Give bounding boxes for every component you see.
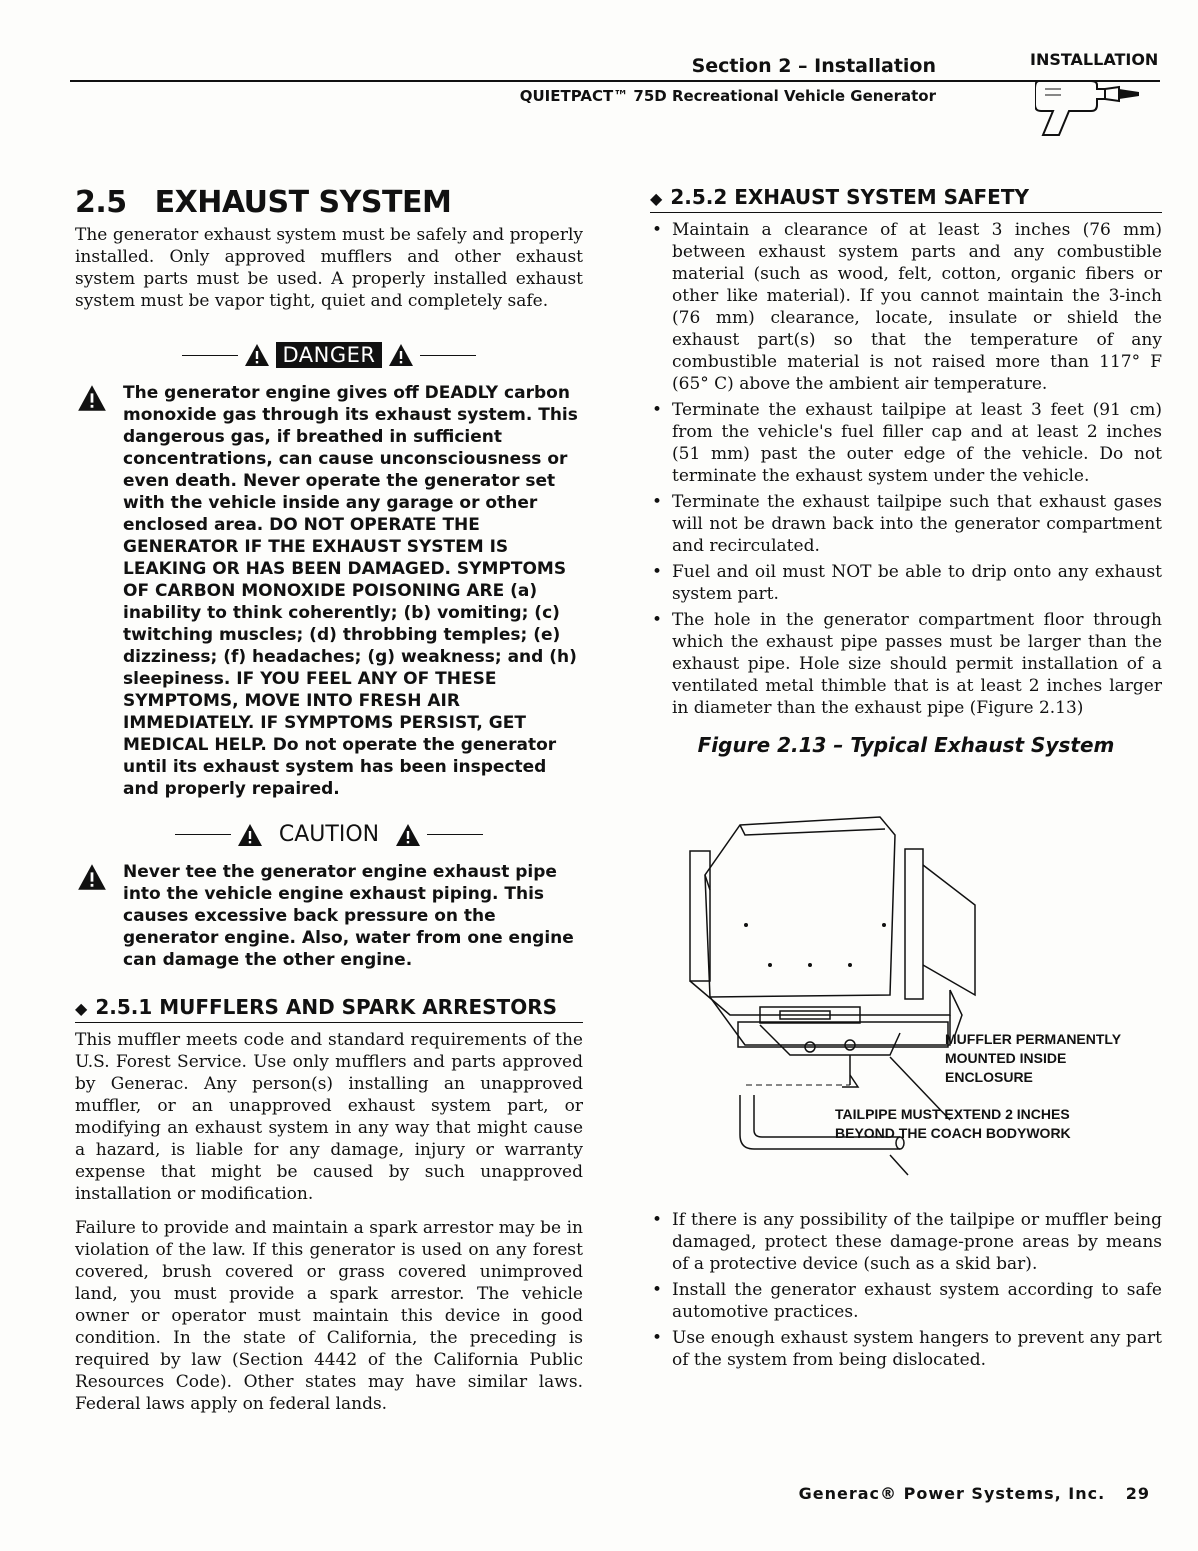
warning-triangle-icon [237, 823, 263, 847]
drill-icon [1035, 75, 1145, 137]
list-item: • Use enough exhaust system hangers to prevent any part of the system from being dislocated. [650, 1327, 1162, 1371]
exhaust-intro: The generator exhaust system must be safely and properly installed. Only approved mufflers and other exhaust system parts must be used. A properly installed exhaust system must be vapor tight, quiet and completely safe. [75, 225, 583, 311]
warning-triangle-icon [244, 343, 270, 367]
section-subtitle: QUIETPACT™ 75D Recreational Vehicle Generator [519, 87, 936, 105]
muffler-callout: MUFFLER PERMANENTLY MOUNTED INSIDE ENCLOSURE [945, 1031, 1121, 1085]
footer-company: Generac® Power Systems, Inc. [798, 1484, 1106, 1503]
header-rule [70, 80, 1160, 82]
mufflers-heading-text: 2.5.1 MUFFLERS AND SPARK ARRESTORS [95, 995, 558, 1019]
tailpipe-callout: TAILPIPE MUST EXTEND 2 INCHES BEYOND THE COACH BODYWORK [835, 1106, 1071, 1141]
exhaust-system-figure [650, 775, 1162, 1195]
list-item: • Maintain a clearance of at least 3 inches (76 mm) between exhaust system parts and any combustible material (such as wood, felt, cotton, organic fibers or other like material). If you cannot maintain the 3-inch (76 mm) clearance, locate, insulate or shield the exhaust part(s) so that the temperature of any combustible material is not raised more than 117° F (65° C) above the ambient air temperature. [650, 219, 1162, 395]
banner-rule [420, 355, 476, 356]
mufflers-paragraph-1: This muffler meets code and standard requirements of the U.S. Forest Service. Use only mufflers and parts approved by Generac. Any person(s) installing an unapproved muffler, or an unapproved exhaust system part, or modifying an exhaust system in any way that might cause a hazard, is liable for any damage, injury or warranty expense that might be caused by such unapproved installation or modification. [75, 1030, 583, 1204]
left-column [75, 185, 583, 1415]
safety-heading [650, 185, 1162, 213]
caution-warning [75, 861, 583, 971]
warning-triangle-icon [395, 823, 421, 847]
list-item: • Terminate the exhaust tailpipe at least 3 feet (91 cm) from the vehicle's fuel filler cap and at least 2 inches (51 mm) past the outer edge of the vehicle. Do not terminate the exhaust system under the vehicle. [650, 399, 1162, 487]
section-number: 2.5 [75, 185, 127, 220]
section-heading-text: EXHAUST SYSTEM [154, 185, 452, 220]
danger-banner [75, 342, 583, 368]
danger-text: The generator engine gives off DEADLY carbon monoxide gas through its exhaust system. This dangerous gas, if breathed in sufficient concentrations, can cause unconsciousness or even death. Never operate the generator set with the vehicle inside any garage or other enclosed area. DO NOT OPERATE THE GENERATOR IF THE EXHAUST SYSTEM IS LEAKING OR HAS BEEN DAMAGED. SYMPTOMS OF CARBON MONOXIDE POISONING ARE (a) inability to think coherently; (b) vomiting; (c) twitching muscles; (d) throbbing temples; (e) dizziness; (f) headaches; (g) weakness; and (h) sleepiness. IF YOU FEEL ANY OF THESE SYMPTOMS, MOVE INTO FRESH AIR IMMEDIATELY. IF SYMPTOMS PERSIST, GET MEDICAL HELP. Do not operate the generator until its exhaust system has been inspected and properly repaired. [123, 383, 578, 799]
list-item: • Fuel and oil must NOT be able to drip onto any exhaust system part. [650, 561, 1162, 605]
mufflers-paragraph-2: Failure to provide and maintain a spark arrestor may be in violation of the law. If this generator is used on any forest covered, brush covered or grass covered unimproved land, you must provide a spark arrestor. The vehicle owner or operator must maintain this device in good condition. In the state of California, the preceding is required by law (Section 4442 of the California Public Resources Code). Other states may have similar laws. Federal laws apply on federal lands. [75, 1218, 583, 1414]
warning-triangle-icon [77, 863, 107, 891]
warning-triangle-icon [388, 343, 414, 367]
banner-rule [175, 834, 231, 835]
list-item: • If there is any possibility of the tailpipe or muffler being damaged, protect these damage-prone areas by means of a protective device (such as a skid bar). [650, 1209, 1162, 1275]
mufflers-heading [75, 995, 583, 1023]
caution-label: CAUTION [278, 822, 380, 847]
exhaust-system-heading [75, 185, 583, 220]
section-title: Section 2 – Installation [691, 55, 936, 77]
safety-bullets [650, 219, 1162, 719]
banner-rule [427, 834, 483, 835]
list-item: • Install the generator exhaust system according to safe automotive practices. [650, 1279, 1162, 1323]
warning-triangle-icon [77, 384, 107, 412]
caution-text: Never tee the generator engine exhaust pipe into the vehicle engine exhaust piping. This causes excessive back pressure on the generator engine. Also, water from one engine can damage the other engine. [123, 862, 574, 970]
diamond-bullet-icon: ◆ [75, 999, 88, 1018]
danger-label: DANGER [276, 342, 381, 368]
safety-bullets-continued [650, 1209, 1162, 1371]
caution-banner [75, 822, 583, 847]
right-column [650, 185, 1162, 1375]
figure-caption: Figure 2.13 – Typical Exhaust System [697, 733, 1115, 757]
installation-tab-label: INSTALLATION [1030, 50, 1159, 69]
list-item: • The hole in the generator compartment floor through which the exhaust pipe passes must be larger than the exhaust pipe. Hole size should permit installation of a ventilated metal thimble that is at least 2 inches larger in diameter than the exhaust pipe (Figure 2.13) [650, 609, 1162, 719]
banner-rule [182, 355, 238, 356]
page-number: 29 [1125, 1484, 1150, 1503]
page-footer [799, 1484, 1150, 1503]
safety-heading-text: 2.5.2 EXHAUST SYSTEM SAFETY [670, 185, 1029, 209]
list-item: • Terminate the exhaust tailpipe such that exhaust gases will not be drawn back into the generator compartment and recirculated. [650, 491, 1162, 557]
danger-warning [75, 382, 583, 800]
diamond-bullet-icon: ◆ [650, 189, 663, 208]
